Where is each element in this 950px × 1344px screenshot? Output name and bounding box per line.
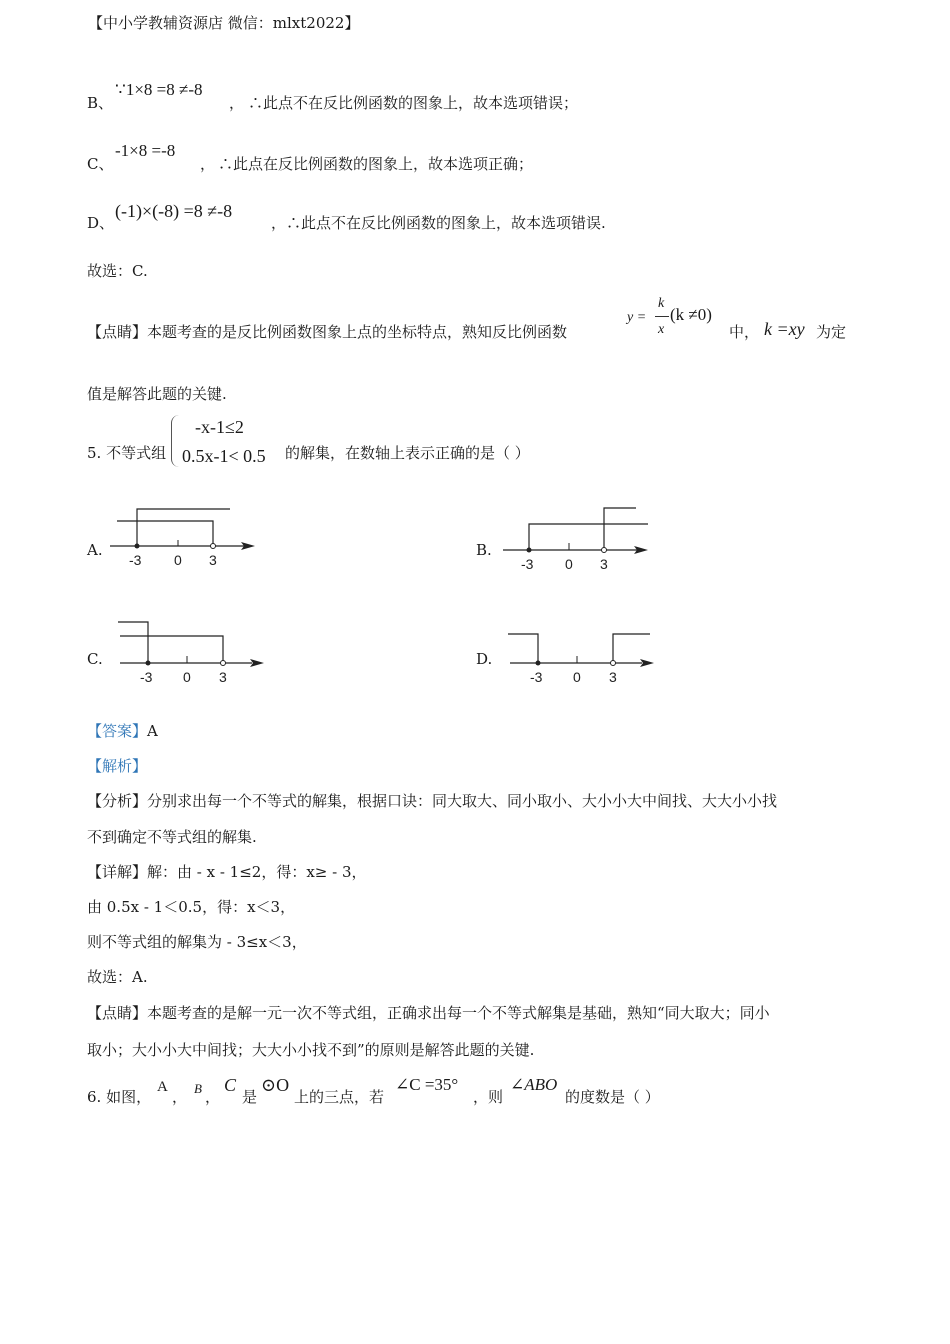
option-c-label: C、 [87, 155, 114, 173]
svg-text:0: 0 [174, 552, 182, 568]
option-c-math: -1×8 =-8 [115, 141, 176, 160]
analysis-tag: 【解析】 [87, 757, 148, 775]
svg-text:0: 0 [183, 669, 191, 685]
q6-comma-2: ， [205, 1088, 221, 1106]
point-c: C [224, 1075, 237, 1095]
q6-post-text: 的度数是（ ） [565, 1088, 660, 1106]
svg-text:-3: -3 [129, 552, 142, 568]
svg-text:3: 3 [219, 669, 227, 685]
detail-line-3: 则不等式组的解集为 - 3≤x＜3， [87, 933, 307, 951]
q6-stem-number: 6. 如图， [87, 1088, 152, 1106]
answer-tag: 【答案】 [87, 722, 148, 740]
fenxi-line-1: 【分析】分别求出每一个不等式的解集，根据口诀：同大取大、同小取小、大小小大中间找、大大小小找 [87, 792, 778, 810]
angle-abo: ∠ABO [510, 1075, 558, 1094]
q6-ze: ，则 [473, 1088, 504, 1106]
answer-value: A [147, 722, 158, 740]
option-b-label: B、 [87, 94, 114, 112]
svg-text:3: 3 [600, 556, 608, 572]
q4-note-text: 【点睛】本题考查的是反比例函数图象上点的坐标特点，熟知反比例函数 [87, 323, 568, 341]
note-frac-bar [655, 316, 669, 317]
note-kxy: k =xy [764, 319, 805, 339]
option-b-comma: ， [229, 94, 245, 112]
svg-text:0: 0 [573, 669, 581, 685]
option-d-label: D、 [87, 214, 115, 232]
answer-line [87, 724, 158, 739]
detail-line-1: 【详解】解：由 - x - 1≤2，得：x≥ - 3， [87, 863, 367, 881]
q5-stem-number: 5. 不等式组 [87, 444, 167, 462]
fenxi-line-2: 不到确定不等式组的解集. [87, 828, 257, 846]
option-c-label-q5: C. [87, 650, 103, 668]
note-frac-den: x [658, 322, 665, 337]
svg-text:0: 0 [565, 556, 573, 572]
q6-mid-text: 上的三点，若 [294, 1088, 385, 1106]
note-condition: (k ≠0) [670, 305, 712, 324]
note-mid-text: 中， [729, 323, 760, 341]
svg-text:-3: -3 [521, 556, 534, 572]
option-b-label-q5: B. [476, 541, 492, 559]
detail-line-2: 由 0.5x - 1＜0.5，得：x＜3， [87, 898, 296, 916]
option-d-math: (-1)×(-8) =8 ≠-8 [115, 201, 233, 221]
q5-note-line-1: 【点睛】本题考查的是解一元一次不等式组，正确求出每一个不等式解集是基础，熟知“同大取大；同小 [87, 1004, 770, 1022]
inequality-1: -x-1≤2 [195, 417, 244, 437]
option-c-text: ∴此点在反比例函数的图象上，故本选项正确； [218, 155, 534, 173]
svg-text:3: 3 [209, 552, 217, 568]
point-a: A [157, 1079, 168, 1095]
q5-note-line-2: 取小；大小小大中间找；大大小小找不到”的原则是解答此题的关键. [87, 1041, 535, 1059]
svg-text:-3: -3 [530, 669, 543, 685]
page-header: 【中小学教辅资源店 微信：mlxt2022】 [88, 14, 360, 32]
detail-line-4: 故选：A. [87, 968, 148, 986]
system-brace [171, 415, 180, 467]
number-line-c [112, 615, 272, 690]
number-line-b [498, 500, 658, 575]
circle-o: ⊙O [261, 1075, 290, 1095]
q6-comma-1: ， [172, 1088, 188, 1106]
q5-stem-text: 的解集，在数轴上表示正确的是（ ） [285, 444, 530, 462]
q6-shi: 是 [242, 1088, 258, 1106]
number-line-d [504, 615, 664, 690]
q4-note-line2: 值是解答此题的关键. [87, 385, 227, 403]
option-b-text: ∴此点不在反比例函数的图象上，故本选项错误； [248, 94, 579, 112]
option-b-math: ∵1×8 =8 ≠-8 [115, 80, 203, 99]
note-y-eq: y = [627, 310, 647, 325]
option-d-text: ，∴此点不在反比例函数的图象上，故本选项错误. [271, 214, 606, 232]
inequality-2: 0.5x-1< 0.5 [182, 446, 266, 466]
note-frac-num: k [658, 296, 665, 311]
angle-c: ∠C =35° [395, 1075, 459, 1094]
option-d-label-q5: D. [476, 650, 493, 668]
option-c-comma: ， [200, 155, 216, 173]
point-b: B [194, 1081, 202, 1096]
svg-text:3: 3 [609, 669, 617, 685]
svg-text:-3: -3 [140, 669, 153, 685]
note-post-text: 为定 [816, 323, 847, 341]
option-a-label: A. [87, 541, 103, 559]
q4-choice: 故选：C. [87, 262, 148, 280]
number-line-a [105, 500, 265, 575]
